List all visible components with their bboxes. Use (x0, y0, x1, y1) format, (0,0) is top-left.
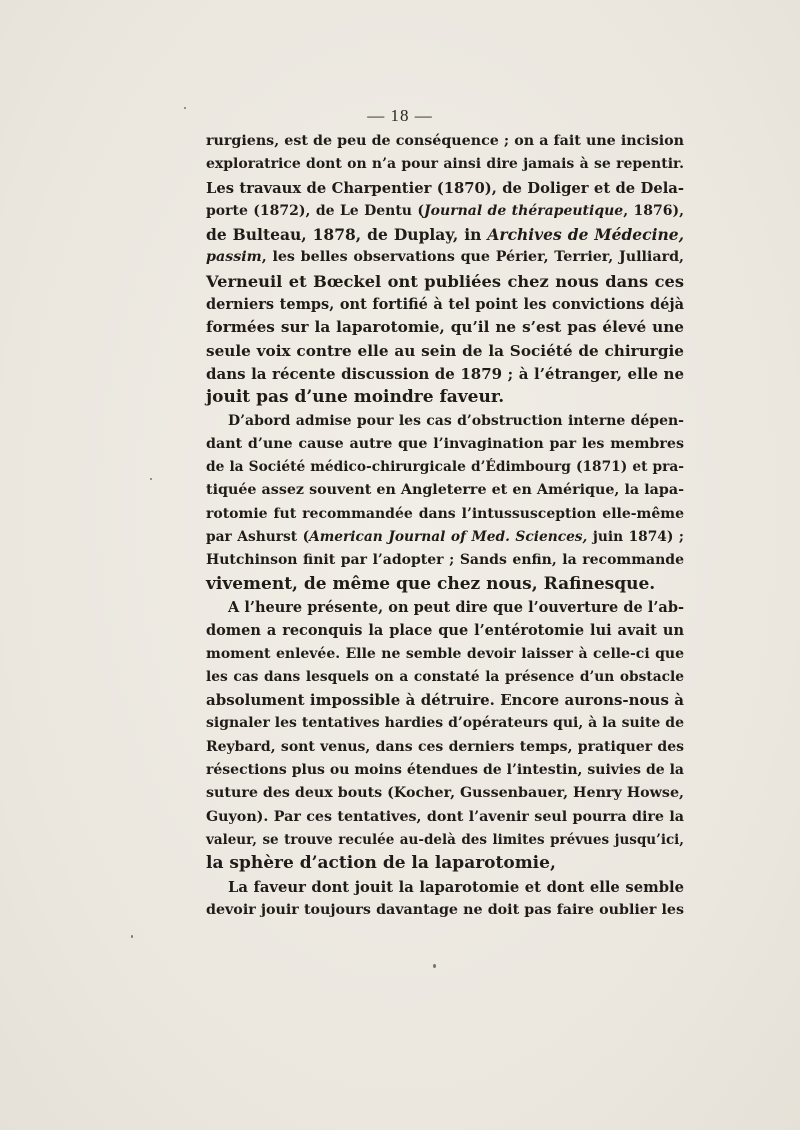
journal-title: American Journal of Med. Sciences, (309, 529, 588, 546)
text-line: exploratrice dont on n’a pour ainsi dire jamais à se repentir. (206, 156, 684, 173)
text-line: dans la récente discussion de 1879 ; à l’étranger, elle ne (206, 364, 684, 383)
text-line: rurgiens, est de peu de conséquence ; on a fait une incision (206, 133, 684, 149)
text-line: Reybard, sont venus, dans ces derniers temps, pratiquer des (206, 738, 684, 755)
text-line: les cas dans lesquels on a constaté la présence d’un obstacle (206, 668, 684, 685)
text-line: la sphère d’action de la laparotomie, (206, 853, 556, 874)
text-line: Hutchinson finit par l’adopter ; Sands enfin, la recommande (206, 552, 684, 569)
text-line: valeur, se trouve reculée au-delà des limites prévues jusqu’ici, (206, 831, 684, 848)
text-line: A l’heure présente, on peut dire que l’ouverture de l’ab- (228, 598, 684, 616)
text-line: seule voix contre elle au sein de la Société de chirurgie (206, 341, 684, 360)
text-line: moment enlevée. Elle ne semble devoir laisser à celle-ci que (206, 645, 684, 662)
text-line: porte (1872), de Le Dentu (Journal de thérapeutique, 1876), (206, 202, 684, 219)
body-text (206, 130, 684, 922)
paper-speck (433, 964, 436, 968)
text-line: rotomie fut recommandée dans l’intussusception elle-même (206, 505, 684, 522)
text-line: Verneuil et Bœckel ont publiées chez nous dans ces (206, 271, 684, 291)
text-line: jouit pas d’une moindre faveur. (206, 387, 505, 408)
text-line: passim, les belles observations que Périer, Terrier, Julliard, (206, 249, 684, 266)
text-line: domen a reconquis la place que l’entérotomie lui avait un (206, 622, 684, 640)
text-line: signaler les tentatives hardies d’opérateurs qui, à la suite de (206, 715, 684, 732)
text-line: formées sur la laparotomie, qu’il ne s’est pas élevé une (206, 318, 684, 337)
journal-title: Journal de thérapeutique (424, 202, 624, 219)
paper-speck (184, 107, 186, 109)
journal-title: Archives de Médecine, (487, 225, 684, 245)
text-line: devoir jouir toujours davantage ne doit pas faire oublier les (206, 901, 684, 918)
text-line: résections plus ou moins étendues de l’intestin, suivies de la (206, 762, 684, 779)
text-line: derniers temps, ont fortifié à tel point les convictions déjà (206, 296, 684, 314)
text-line: de la Société médico-chirurgicale d’Édimbourg (1871) et pra- (206, 459, 684, 476)
text-line: Guyon). Par ces tentatives, dont l’avenir seul pourra dire la (206, 808, 684, 825)
text-line: tiquée assez souvent en Angleterre et en Amérique, la lapa- (206, 482, 684, 499)
paper-speck (150, 478, 152, 480)
paper-speck (131, 935, 133, 938)
text-line: D’abord admise pour les cas d’obstruction interne dépen- (228, 412, 684, 429)
page-number: — 18 — (367, 106, 433, 125)
text-line: La faveur dont jouit la laparotomie et dont elle semble (228, 878, 684, 896)
text-line: par Ashurst (American Journal of Med. Sciences, juin 1874) ; (206, 529, 684, 546)
text-line: Les travaux de Charpentier (1870), de Doliger et de Dela- (206, 179, 684, 197)
text-line: absolument impossible à détruire. Encore aurons-nous à (206, 691, 684, 710)
text-line: de Bulteau, 1878, de Duplay, in Archives de Médecine, (206, 225, 684, 245)
italic-term: passim (206, 249, 262, 266)
text-line: dant d’une cause autre que l’invagination par les membres (206, 435, 684, 452)
text-line: suture des deux bouts (Kocher, Gussenbauer, Henry Howse, (206, 785, 684, 802)
text-line: vivement, de même que chez nous, Rafinesque. (206, 573, 656, 594)
